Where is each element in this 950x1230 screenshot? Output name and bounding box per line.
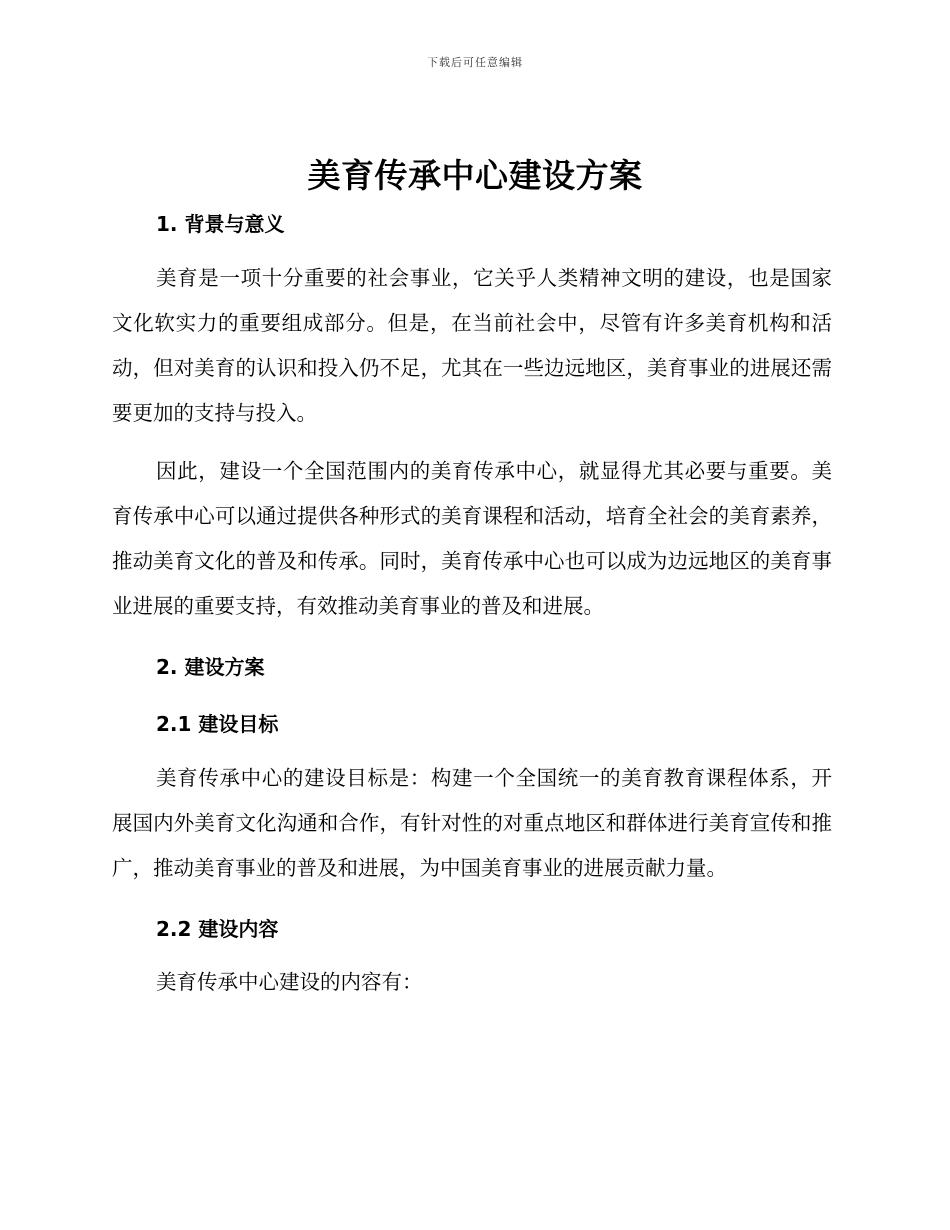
paragraph-content-intro: 美育传承中心建设的内容有： xyxy=(156,970,423,994)
section-heading-plan: 2. 建设方案 xyxy=(156,655,265,679)
paragraph-background-1: 美育是一项十分重要的社会事业，它关乎人类精神文明的建设，也是国家文化软实力的重要组成部分。但是，在当前社会中，尽管有许多美育机构和活动，但对美育的认识和投入仍不足，尤其在一些边远地区，美育事业的进展还需要更加的支持与投入。 xyxy=(112,266,832,425)
paragraph-background-2: 因此，建设一个全国范围内的美育传承中心，就显得尤其必要与重要。美育传承中心可以通过提供各种形式的美育课程和活动，培育全社会的美育素养，推动美育文化的普及和传承。同时，美育传承中心也可以成为边远地区的美育事业进展的重要支持，有效推动美育事业的普及和进展。 xyxy=(112,459,832,618)
document-title: 美育传承中心建设方案 xyxy=(307,156,643,195)
paragraph-goals: 美育传承中心的建设目标是：构建一个全国统一的美育教育课程体系，开展国内外美育文化沟通和合作，有针对性的对重点地区和群体进行美育宣传和推广，推动美育事业的普及和进展，为中国美育事业的进展贡献力量。 xyxy=(112,766,832,880)
section-heading-content: 2.2 建设内容 xyxy=(156,917,279,941)
page-header-note: 下载后可任意编辑 xyxy=(427,56,523,69)
section-heading-goals: 2.1 建设目标 xyxy=(156,712,279,736)
section-heading-background: 1. 背景与意义 xyxy=(156,212,285,236)
